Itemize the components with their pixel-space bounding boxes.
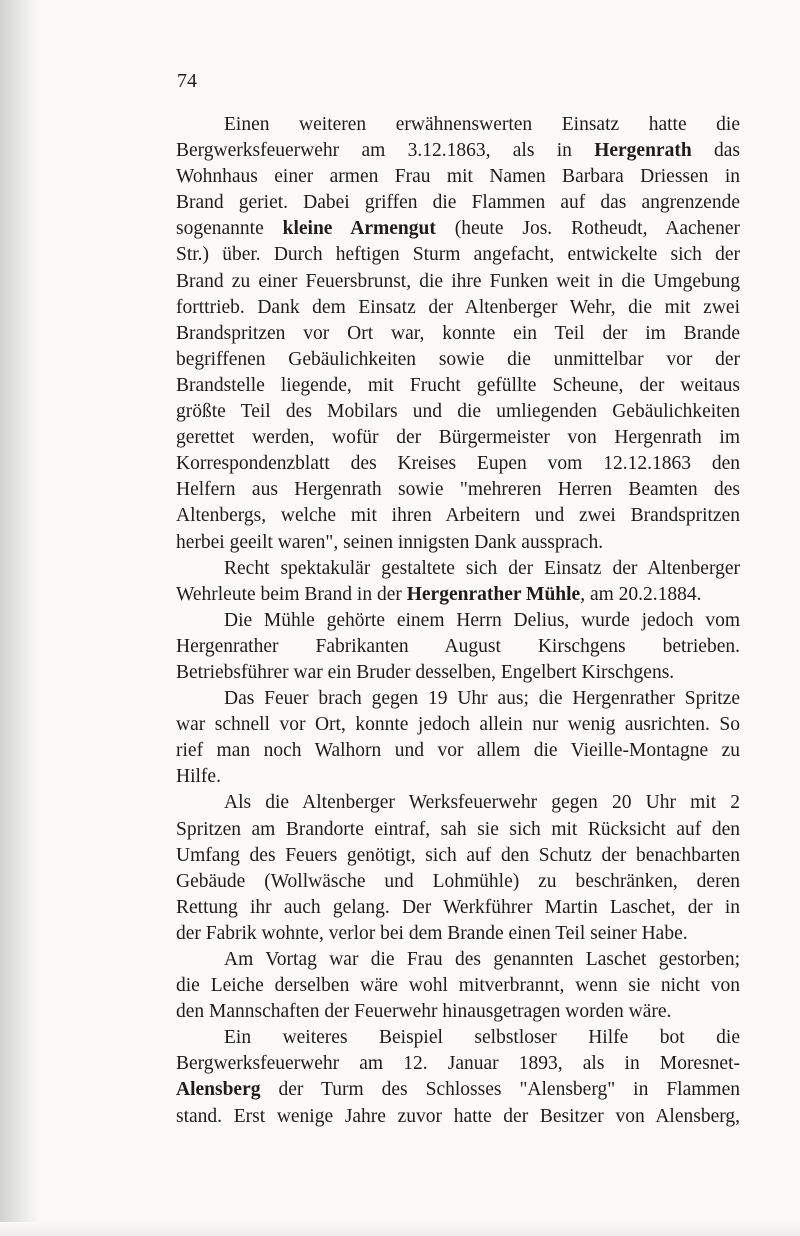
text-line: Die Mühle gehörte einem Herrn Delius, wurde jedoch vom	[224, 609, 740, 631]
text-line: Alensberg der Turm des Schlosses "Alensberg" in Flammen	[176, 1079, 740, 1101]
text-line: Helfern aus Hergenrath sowie "mehreren Herren Beamten des	[176, 479, 740, 501]
text-line: forttrieb. Dank dem Einsatz der Altenberger Wehr, die mit zwei	[176, 296, 740, 318]
text-line: Spritzen am Brandorte eintraf, sah sie sich mit Rücksicht auf den	[176, 818, 740, 840]
text-line: Str.) über. Durch heftigen Sturm angefacht, entwickelte sich der	[176, 244, 740, 266]
text-line: Als die Altenberger Werksfeuerwehr gegen 20 Uhr mit 2	[224, 792, 740, 814]
text-line: Hilfe.	[176, 766, 221, 788]
text-line: Altenbergs, welche mit ihren Arbeitern und zwei Brandspritzen	[176, 505, 740, 527]
bold-place-name: Hergenrather Mühle	[406, 583, 581, 605]
page-number: 74	[177, 70, 197, 92]
text-line: Korrespondenzblatt des Kreises Eupen vom 12.12.1863 den	[176, 453, 740, 475]
scan-binding-edge	[0, 0, 40, 1236]
text-line: Am Vortag war die Frau des genannten Laschet gestorben;	[224, 949, 740, 970]
text-line: herbei geeilt waren", seinen innigsten Dank aussprach.	[176, 531, 604, 553]
text-line: Das Feuer brach gegen 19 Uhr aus; die Hergenrather Spritze	[224, 688, 740, 710]
text-line: den Mannschaften der Feuerwehr hinausgetragen worden wäre.	[176, 1001, 672, 1023]
text-line: Bergwerksfeuerwehr am 12. Januar 1893, als in Moresnet-	[176, 1053, 740, 1075]
text-line: Ein weiteres Beispiel selbstloser Hilfe bot die	[224, 1027, 740, 1049]
scan-bottom-edge	[0, 1222, 800, 1236]
text-line: begriffenen Gebäulichkeiten sowie die unmittelbar vor der	[176, 348, 740, 370]
text-line: Bergwerksfeuerwehr am 3.12.1863, als in Hergenrath das	[176, 140, 740, 162]
text-line: war schnell vor Ort, konnte jedoch allein nur wenig ausrichten. So	[176, 714, 740, 736]
text-line: die Leiche derselben wäre wohl mitverbrannt, wenn sie nicht von	[176, 975, 740, 997]
text-line: Brand geriet. Dabei griffen die Flammen auf das angrenzende	[176, 192, 740, 214]
text-line: Einen weiteren erwähnenswerten Einsatz hatte die	[224, 114, 740, 135]
text-line: größte Teil des Mobilars und die umliegenden Gebäulichkeiten	[176, 401, 740, 423]
bold-place-name: kleine Armengut	[282, 218, 436, 240]
text-line: Brandspritzen vor Ort war, konnte ein Teil der im Brande	[176, 322, 740, 344]
bold-place-name: Hergenrath	[594, 140, 692, 162]
text-line: sogenannte kleine Armengut (heute Jos. Rotheudt, Aachener	[176, 218, 740, 240]
text-line: der Fabrik wohnte, verlor bei dem Brande einen Teil seiner Habe.	[176, 922, 688, 944]
text-line: Rettung ihr auch gelang. Der Werkführer Martin Laschet, der in	[176, 896, 740, 918]
bold-place-name: Alensberg	[176, 1079, 261, 1101]
text-line: Gebäude (Wollwäsche und Lohmühle) zu beschränken, deren	[176, 870, 740, 892]
text-line: Brandstelle liegende, mit Frucht gefüllte Scheune, der weitaus	[176, 374, 740, 396]
text-line: Recht spektakulär gestaltete sich der Einsatz der Altenberger	[224, 557, 740, 579]
text-line: rief man noch Walhorn und vor allem die Vieille-Montagne zu	[176, 740, 740, 762]
text-line: Umfang des Feuers genötigt, sich auf den Schutz der benachbarten	[176, 844, 740, 866]
text-line: Wohnhaus einer armen Frau mit Namen Barbara Driessen in	[176, 166, 740, 188]
text-line: Brand zu einer Feuersbrunst, die ihre Funken weit in die Umgebung	[176, 270, 740, 292]
text-line: Betriebsführer war ein Bruder desselben, Engelbert Kirschgens.	[176, 661, 675, 683]
text-line: Hergenrather Fabrikanten August Kirschgens betrieben.	[176, 635, 740, 657]
body-text	[176, 112, 740, 1130]
text-line: stand. Erst wenige Jahre zuvor hatte der Besitzer von Alensberg,	[176, 1105, 740, 1127]
text-line: gerettet werden, wofür der Bürgermeister von Hergenrath im	[176, 427, 740, 449]
text-line: Wehrleute beim Brand in der Hergenrather Mühle, am 20.2.1884.	[176, 583, 702, 605]
